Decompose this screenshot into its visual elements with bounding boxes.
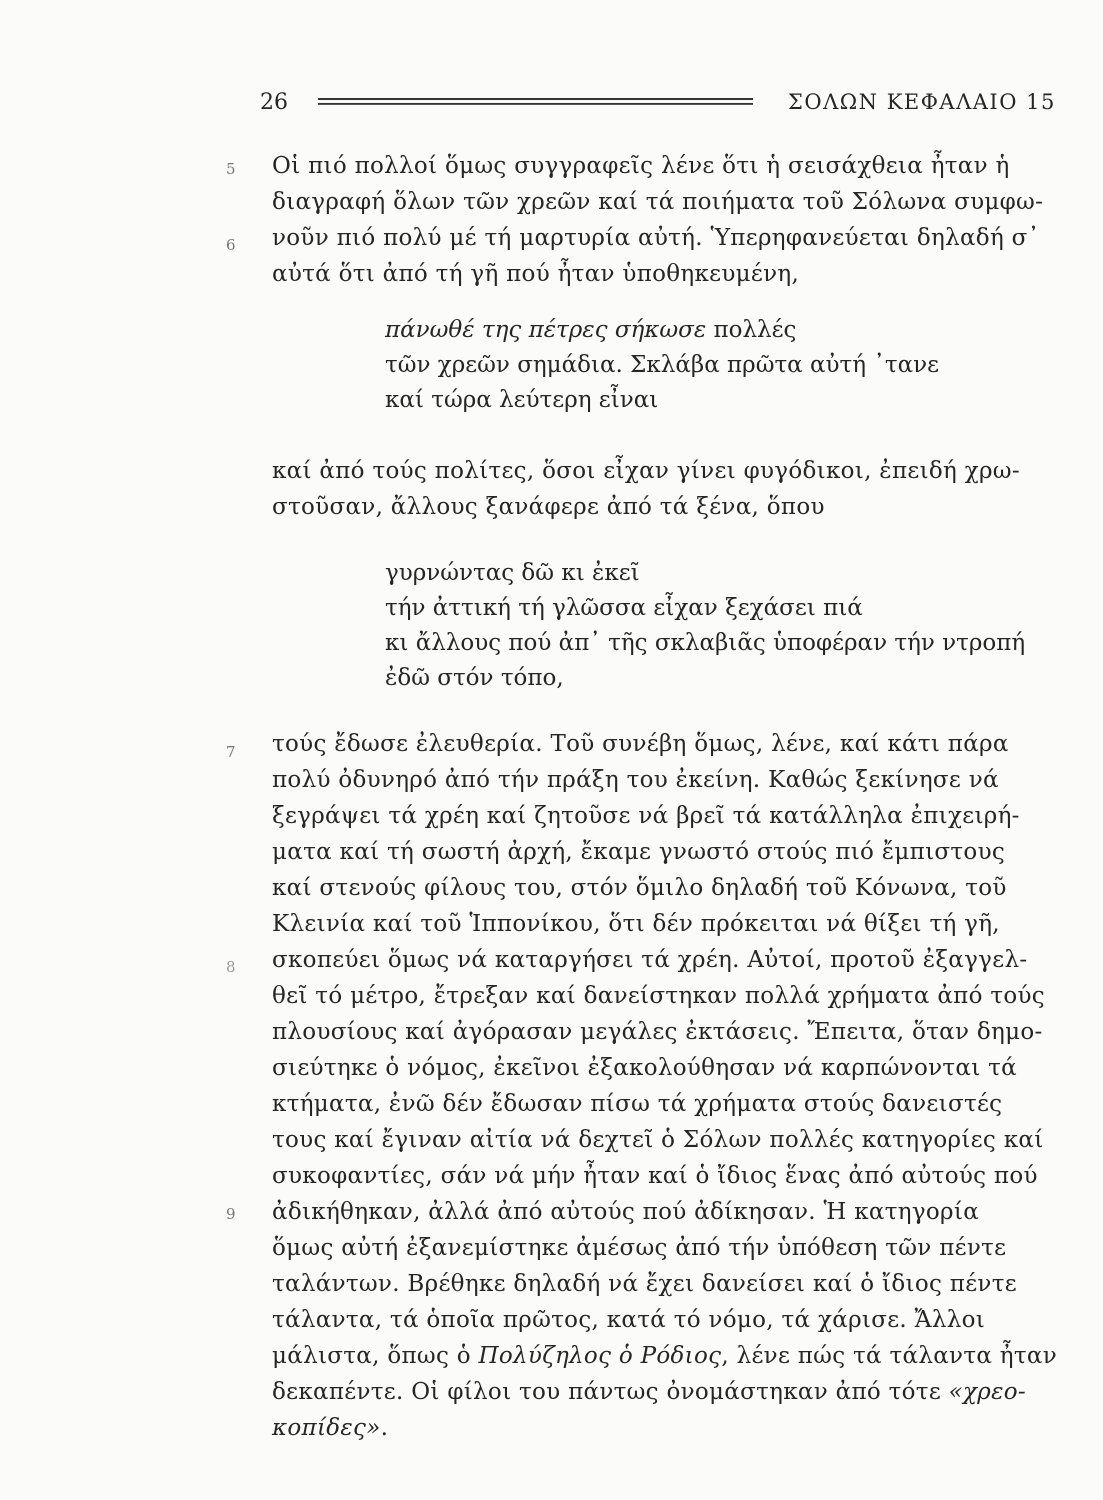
text-line: ἀδικήθηκαν, ἀλλά ἀπό αὐτούς πού ἀδίκησαν. Ἡ κατηγορία [272,1199,980,1225]
text-line: καί στενούς φίλους του, στόν ὅμιλο δηλαδή τοῦ Κόνωνα, τοῦ [272,875,1007,901]
text-segment: . [380,1415,389,1441]
text-line [272,1374,1090,1410]
italic-term: «χρεο- [948,1379,1026,1405]
text-line: σιεύτηκε ὁ νόμος, ἐκεῖνοι ἐξακολούθησαν νά καρπώνονται τά [272,1055,1018,1081]
margin-number: 6 [226,236,236,254]
text-line: ματα καί τή σωστή ἀρχή, ἔκαμε γνωστό στούς πιό ἔμπιστους [272,839,1006,865]
text-line: ὅμως αὐτή ἐξανεμίστηκε ἀμέσως ἀπό τήν ὑπόθεση τῶν πέντε [272,1235,1007,1261]
margin-number: 7 [226,743,236,761]
verse-line: γυρνώντας δῶ κι ἐκεῖ [385,560,640,586]
margin-number: 9 [226,1205,236,1223]
verse-line: κι ἄλλους πού ἀπ᾿ τῆς σκλαβιᾶς ὑποφέραν τήν ντροπή [385,630,1026,656]
text-line: νοῦν πιό πολύ μέ τή μαρτυρία αὐτή. Ὑπερηφανεύεται δηλαδή σ᾿ [272,225,1040,251]
margin-number: 5 [226,160,236,178]
verse-quote-1 [385,313,1085,418]
italic-term: κοπίδες» [272,1415,381,1441]
margin-number: 8 [226,958,236,976]
text-line: αὐτά ὅτι ἀπό τή γῆ πού ἦταν ὑποθηκευμένη, [272,261,800,287]
verse-line: ἐδῶ στόν τόπο, [385,665,564,691]
text-line: πολύ ὀδυνηρό ἀπό τήν πράξη του ἐκείνη. Καθώς ξεκίνησε νά [272,767,999,793]
text-segment: , λένε πώς τά τάλαντα ἦταν [721,1343,1058,1369]
running-title: ΣΟΛΩΝ ΚΕΦΑΛΑΙΟ 15 [788,90,1056,114]
text-segment: δεκαπέντε. Οἱ φίλοι του πάντως ὀνομάστηκαν ἀπό τότε [272,1379,949,1405]
paragraph-3 [272,726,1090,1446]
header-rule [318,98,753,104]
text-line: πλουσίους καί ἀγόρασαν μεγάλες ἐκτάσεις. Ἔπειτα, ὅταν δημο- [272,1019,1043,1045]
text-line: κτήματα, ἐνῶ δέν ἔδωσαν πίσω τά χρήματα στούς δανειστές [272,1091,1003,1117]
paragraph-1 [272,148,1090,292]
verse-line [385,313,1085,348]
italic-name: Πολύζηλος ὁ Ρόδιος [478,1343,722,1369]
verse-line: τήν ἀττική τή γλῶσσα εἶχαν ξεχάσει πιά [385,595,863,621]
text-line: διαγραφή ὅλων τῶν χρεῶν καί τά ποιήματα τοῦ Σόλωνα συμφω- [272,189,1044,215]
verse-quote-2 [385,556,1085,696]
paragraph-2 [272,453,1090,525]
text-line: ταλάντων. Βρέθηκε δηλαδή νά ἔχει δανείσει καί ὁ ἴδιος πέντε [272,1271,1017,1297]
text-line [272,1338,1090,1374]
text-line: Κλεινία καί τοῦ Ἱππονίκου, ὅτι δέν πρόκειται νά θίξει τή γῆ, [272,911,1000,937]
page-header [260,88,1070,118]
verse-line: τῶν χρεῶν σημάδια. Σκλάβα πρῶτα αὐτή ᾿τανε [385,352,939,378]
text-line: ξεγράψει τά χρέη καί ζητοῦσε νά βρεῖ τά κατάλληλα ἐπιχειρή- [272,803,1020,829]
text-line: στοῦσαν, ἄλλους ξανάφερε ἀπό τά ξένα, ὅπου [272,494,825,520]
text-line: συκοφαντίες, σάν νά μήν ἦταν καί ὁ ἴδιος ἕνας ἀπό αὐτούς πού [272,1163,1038,1189]
text-line: τους καί ἔγιναν αἰτία νά δεχτεῖ ὁ Σόλων πολλές κατηγορίες καί [272,1127,1044,1153]
text-line: θεῖ τό μέτρο, ἔτρεξαν καί δανείστηκαν πολλά χρήματα ἀπό τούς [272,983,1045,1009]
verse-line: καί τώρα λεύτερη εἶναι [385,387,659,413]
text-line: τούς ἔδωσε ἐλευθερία. Τοῦ συνέβη ὅμως, λένε, καί κάτι πάρα [272,731,1009,757]
text-line: καί ἀπό τούς πολίτες, ὅσοι εἶχαν γίνει φυγόδικοι, ἐπειδή χρω- [272,458,1020,484]
verse-text: πολλές [706,317,797,343]
text-line: σκοπεύει ὅμως νά καταργήσει τά χρέη. Αὐτοί, προτοῦ ἐξαγγελ- [272,947,1028,973]
text-segment: μάλιστα, ὅπως ὁ [272,1343,479,1369]
text-line [272,1410,1090,1446]
page-number: 26 [260,90,288,115]
text-line: Οἱ πιό πολλοί ὅμως συγγραφεῖς λένε ὅτι ἡ σεισάχθεια ἦταν ἡ [272,153,1010,179]
verse-italic: πάνωθέ της πέτρες σήκωσε [385,317,707,343]
text-line: τάλαντα, τά ὁποῖα πρῶτος, κατά τό νόμο, τά χάρισε. Ἄλλοι [272,1307,986,1333]
